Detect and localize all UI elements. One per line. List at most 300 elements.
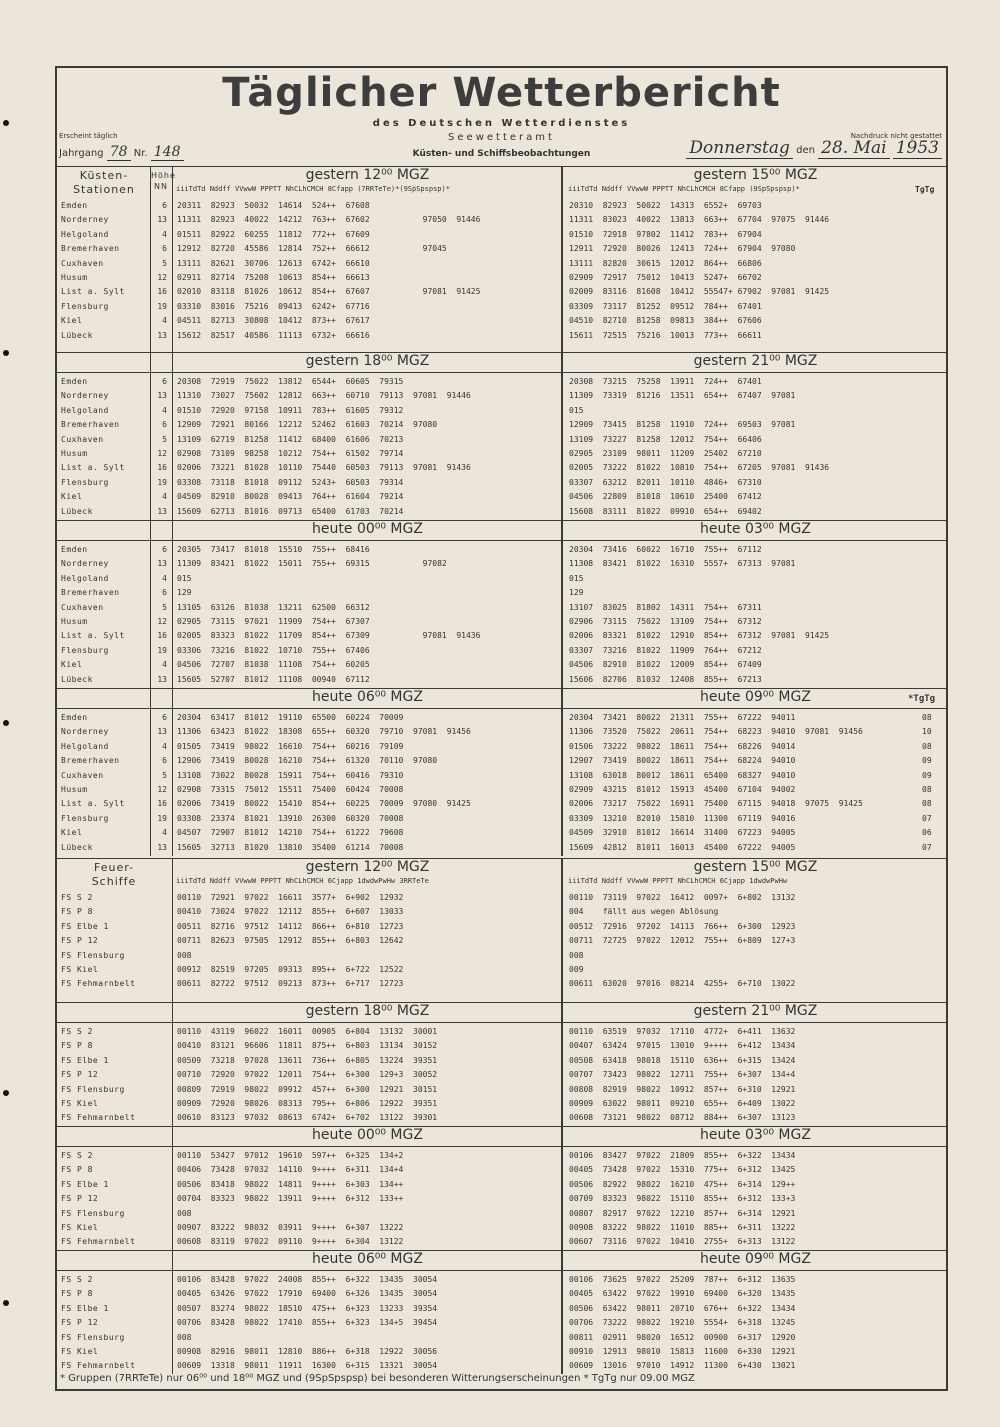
observation-row: 20304 73421 80022 21311 755++ 67222 94011	[569, 713, 796, 722]
station-name: Cuxhaven	[61, 770, 104, 780]
station-height: 13	[157, 506, 167, 516]
observation-row: 02010 83118 81026 10612 854++ 67607 97081 91425	[177, 287, 481, 297]
observation-row: 02908 73109 98258 10212 754++ 61502 79714	[177, 449, 404, 458]
observation-row: 03308 73118 81018 09112 5243+ 60503 79314	[177, 477, 404, 487]
observation-row: 15606 82706 81032 12408 855++ 67213	[569, 674, 762, 684]
observation-row: 15609 62713 81016 09713 65400 61703 70214	[177, 506, 404, 516]
station-name: Flensburg	[61, 477, 109, 487]
column-divider	[172, 1002, 173, 1126]
observation-row: 12909 72921 80166 12212 52462 61603 70214 97080	[177, 420, 438, 430]
station-height: 16	[157, 463, 167, 473]
subtitle-observations: Küsten- und Schiffsbeobachtungen	[412, 149, 591, 159]
observation-row: 01511 82922 60255 11812 772++ 67609	[177, 229, 370, 239]
observation-row: 00410 83121 96606 11811 875++ 6+803 13134 30152	[177, 1041, 438, 1051]
observation-row: 00405 63422 97022 19910 69400 6+320 13435	[569, 1289, 796, 1299]
tgtg-header: TgTg	[915, 185, 935, 194]
observation-row: 12907 73419 80022 18611 754++ 68224 94010	[569, 756, 796, 766]
station-name: Helgoland	[61, 405, 109, 415]
observation-row: 015	[177, 573, 192, 583]
station-height: 6	[162, 244, 167, 254]
observation-row: 00704 83323 98022 13911 9++++ 6+312 133++	[177, 1194, 404, 1204]
observation-row: 12911 72920 80026 12413 724++ 67904 97080	[569, 244, 796, 254]
station-name: Bremerhaven	[61, 244, 120, 254]
observation-row: 13111 82820 30615 12012 864++ 66806	[569, 258, 762, 268]
observation-row: 00809 72919 98022 09912 457++ 6+300 12921 30151	[177, 1084, 438, 1094]
observation-row: 00110 72921 97022 16611 3577+ 6+902 12932	[177, 893, 404, 902]
observation-row: 00808 82919 98022 10912 857++ 6+310 12921	[569, 1084, 796, 1094]
station-name: Flensburg	[61, 645, 109, 655]
tgtg-value: 08	[922, 741, 932, 751]
observation-row: 03310 83016 75216 09413 6242+ 67716	[177, 301, 370, 311]
station-name: Kiel	[61, 828, 83, 838]
observation-row: 00710 72920 97022 12011 754++ 6+300 129+3 30052	[177, 1070, 438, 1080]
section-title: heute 03⁰⁰ MGZ	[700, 1127, 811, 1143]
observation-row: 00405 63426 97022 17910 69400 6+326 13435 30054	[177, 1289, 438, 1299]
report-header	[55, 66, 948, 166]
observation-row: 008	[569, 950, 584, 960]
observation-row: 04510 82710 81258 09813 384++ 67606	[569, 316, 762, 326]
station-name: Cuxhaven	[61, 602, 104, 612]
observation-row: 04506 72707 81038 11108 754++ 60205	[177, 660, 370, 670]
observation-row: 00607 73116 97022 10410 2755+ 6+313 13122	[569, 1237, 796, 1247]
observation-row: 008	[177, 1332, 192, 1342]
observation-row: 129	[177, 588, 192, 598]
station-height: 6	[162, 545, 167, 554]
tgtg-value: 10	[922, 727, 932, 737]
station-name: Lübeck	[61, 842, 93, 852]
station-height: 6	[162, 420, 167, 430]
section-title: gestern 18⁰⁰ MGZ	[305, 353, 430, 369]
column-divider	[150, 520, 151, 688]
station-height: 6	[162, 201, 167, 210]
station-height: 13	[157, 842, 167, 852]
station-height: 5	[162, 258, 167, 268]
ship-name: FS P 8	[61, 1165, 93, 1175]
section-title: gestern 21⁰⁰ MGZ	[693, 353, 818, 369]
observation-row: 02905 23109 98011 11209 25402 67210	[569, 449, 762, 458]
observation-row: 02909 72917 75012 10413 5247+ 66702	[569, 273, 762, 282]
observation-row: 11310 73027 75602 12812 663++ 60710 79113 97081 91446	[177, 391, 471, 401]
observation-row: 01510 72920 97158 10911 783++ 61605 79312	[177, 405, 404, 415]
observation-row: 20308 73215 75258 13911 724++ 67401	[569, 377, 762, 386]
observation-row: 03309 73117 81252 09512 784++ 67401	[569, 301, 762, 311]
tgtg-value: 06	[922, 828, 932, 838]
station-name: Flensburg	[61, 813, 109, 823]
observation-row: 00707 73423 98022 12711 755++ 6+307 134+4	[569, 1070, 796, 1080]
observation-row: 13107 83025 81802 14311 754++ 67311	[569, 602, 762, 612]
station-name: Kiel	[61, 660, 83, 670]
ship-name: FS Elbe 1	[61, 1303, 109, 1313]
observation-row: 04509 82910 80028 09413 764++ 61604 79214	[177, 492, 404, 502]
station-height: 12	[157, 617, 167, 626]
punch-hole	[3, 720, 9, 726]
observation-row: 20305 73417 81018 15510 755++ 68416	[177, 545, 370, 554]
station-name: Lübeck	[61, 506, 93, 516]
station-name: Emden	[61, 201, 88, 210]
ship-name: FS Flensburg	[61, 1084, 125, 1094]
column-divider	[172, 688, 173, 856]
station-name: List a. Sylt	[61, 799, 125, 809]
observation-row: 008	[177, 1208, 192, 1218]
observation-row: 02005 73222 81022 10810 754++ 67205 97081 91436	[569, 463, 830, 473]
observation-row: 00908 83222 98022 11010 885++ 6+311 13222	[569, 1223, 796, 1232]
observation-row: 02009 83116 81608 10412 55547+ 67902 97081 91425	[569, 287, 830, 297]
observation-row: 03308 23374 81021 13910 26300 60320 70008	[177, 813, 404, 823]
column-divider	[561, 1250, 563, 1374]
station-name: Norderney	[61, 391, 109, 401]
column-divider	[561, 1126, 563, 1250]
ship-name: FS Elbe 1	[61, 921, 109, 931]
ship-name: FS S 2	[61, 893, 93, 902]
section-title: heute 09⁰⁰ MGZ	[700, 689, 811, 705]
ship-name: FS S 2	[61, 1027, 93, 1036]
observation-row: 03307 73216 81022 11909 764++ 67212	[569, 645, 762, 655]
observation-row: 00609 13016 97010 14912 11300 6+430 13021	[569, 1361, 796, 1371]
observation-row: 15612 82517 40586 11113 6732+ 66616	[177, 330, 370, 340]
column-divider	[172, 352, 173, 520]
station-height: 4	[162, 316, 167, 326]
observation-row: 02906 73115 75022 13109 754++ 67312	[569, 617, 762, 626]
copyright-note: Nachdruck nicht gestattet	[850, 132, 942, 140]
column-divider	[172, 166, 173, 352]
tgtg-value: 08	[922, 785, 932, 794]
observation-row: 009	[569, 965, 584, 974]
observation-row: 20310 82923 50022 14313 6552+ 69703	[569, 201, 762, 210]
observation-row: 00506 83418 98022 14811 9++++ 6+303 134++	[177, 1179, 404, 1189]
publication-note: Erscheint täglich	[59, 132, 118, 140]
station-name: Flensburg	[61, 301, 109, 311]
header-underline	[55, 1270, 948, 1271]
observation-row: 00506 63422 98011 20710 676++ 6+322 13434	[569, 1303, 796, 1313]
station-name: Helgoland	[61, 229, 109, 239]
observation-row: 02006 73217 75022 16911 75400 67115 94018 97075 91425	[569, 799, 863, 809]
tgtg-value: 08	[922, 799, 932, 809]
ship-name: FS S 2	[61, 1275, 93, 1284]
station-name: Lübeck	[61, 674, 93, 684]
station-name: Norderney	[61, 215, 109, 225]
tgtg-value: 09	[922, 770, 932, 780]
observation-row: 00909 63022 98011 09210 655++ 6+409 13022	[569, 1099, 796, 1108]
punch-hole	[3, 1300, 9, 1306]
observation-row: 00405 73428 97022 15310 775++ 6+312 13425	[569, 1165, 796, 1175]
observation-row: 015	[569, 405, 584, 415]
ship-name: FS Flensburg	[61, 1332, 125, 1342]
observation-row: 00608 73121 98022 08712 884++ 6+307 13123	[569, 1113, 796, 1123]
observation-row: 008	[177, 950, 192, 960]
observation-row: 00506 82922 98022 16210 475++ 6+314 129++	[569, 1179, 796, 1189]
observation-row: 00709 83323 98022 15110 855++ 6+312 133+3	[569, 1194, 796, 1204]
column-divider	[172, 858, 173, 1002]
ship-name: FS P 12	[61, 1070, 99, 1080]
observation-row: 12906 73419 80028 16210 754++ 61320 70110 97080	[177, 756, 438, 766]
tgtg-value: 07	[922, 813, 932, 823]
station-name: Bremerhaven	[61, 588, 120, 598]
observation-row: 00908 82916 98011 12810 886++ 6+318 12922 30056	[177, 1347, 438, 1356]
observation-row: 03307 63212 82011 10110 4846+ 67310	[569, 477, 762, 487]
den-label: den	[796, 145, 815, 156]
observation-row: 20308 72919 75022 13812 6544+ 60605 79315	[177, 377, 404, 386]
observation-row: 04506 22809 81018 10610 25400 67412	[569, 492, 762, 502]
station-height: 19	[157, 301, 167, 311]
observation-row: 00110 73119 97022 16412 0097+ 6+802 13132	[569, 893, 796, 902]
ship-name: FS P 12	[61, 936, 99, 946]
column-divider	[561, 166, 563, 352]
tgtg-value: 08	[922, 713, 932, 722]
ship-name: FS Fehmarnbelt	[61, 1237, 136, 1247]
ship-name: FS Flensburg	[61, 950, 125, 960]
ship-name: FS Kiel	[61, 1347, 99, 1356]
column-divider	[561, 858, 563, 1002]
observation-row: 03309 13210 82010 15810 11300 67119 94016	[569, 813, 796, 823]
column-codes-right: iiiTdTd Nddff VVwwW PPPTT NhCLhCMCH 6Cjapp 1dwdwPwHw	[568, 877, 788, 885]
observation-row: 00609 13318 98011 11911 16300 6+315 13321 30054	[177, 1361, 438, 1371]
ship-name: FS S 2	[61, 1151, 93, 1160]
jahrgang-value: 78	[107, 144, 131, 161]
column-divider	[150, 688, 151, 856]
section-title: heute 06⁰⁰ MGZ	[312, 1251, 423, 1267]
observation-row: 12912 82720 45586 12814 752++ 66612 97045	[177, 244, 447, 254]
observation-row: 015	[569, 573, 584, 583]
observation-row: 129	[569, 588, 584, 598]
observation-row: 00610 83123 97032 08613 6742+ 6+702 13122 39301	[177, 1113, 438, 1123]
observation-row: 20304 63417 81012 19110 65500 60224 70009	[177, 713, 404, 722]
station-height: 4	[162, 405, 167, 415]
ship-name: FS Kiel	[61, 965, 99, 974]
ship-name: FS Elbe 1	[61, 1179, 109, 1189]
nr-value: 148	[151, 144, 184, 161]
station-name: Kiel	[61, 492, 83, 502]
column-divider	[172, 1126, 173, 1250]
ship-name: FS Elbe 1	[61, 1055, 109, 1065]
nr-label: Nr.	[133, 148, 148, 159]
column-codes-left: iiiTdTd Nddff VVwwW PPPTT NhCLhCMCH 8Cfapp (7RRTeTe)*(9SpSpspsp)*	[176, 185, 450, 193]
observation-row: 00512 72916 97202 14113 766++ 6+300 12923	[569, 921, 796, 931]
station-height: 12	[157, 785, 167, 794]
station-name: Emden	[61, 713, 88, 722]
station-height: 19	[157, 813, 167, 823]
column-divider	[172, 1250, 173, 1374]
ship-name: FS Kiel	[61, 1223, 99, 1232]
observation-row: 00110 43119 96022 16011 00905 6+804 13132 30001	[177, 1027, 438, 1036]
station-name: Bremerhaven	[61, 420, 120, 430]
ship-column-header: Feuer- Schiffe	[91, 861, 137, 888]
observation-row: 00106 73625 97022 25209 787++ 6+312 13635	[569, 1275, 796, 1284]
header-underline	[55, 1146, 948, 1147]
station-height: 6	[162, 713, 167, 722]
header-underline	[55, 372, 948, 373]
observation-row: 00410 73024 97022 12112 855++ 6+607 13033	[177, 907, 404, 917]
observation-row: 11306 73520 75022 20611 754++ 68223 94010 97081 91456	[569, 727, 863, 737]
observation-row: 15609 42812 81011 16013 45400 67222 94005	[569, 842, 796, 852]
column-divider	[172, 520, 173, 688]
subtitle-office: Seewetteramt	[448, 132, 555, 143]
station-name: Helgoland	[61, 741, 109, 751]
jahrgang-label: Jahrgang	[59, 148, 104, 159]
station-height: 16	[157, 287, 167, 297]
header-underline	[55, 1022, 948, 1023]
observation-row: 02006 83321 81022 12910 854++ 67312 97081 91425	[569, 631, 830, 641]
tgtg-value: 07	[922, 842, 932, 852]
observation-row: 02911 82714 75208 10613 854++ 66613	[177, 273, 370, 282]
column-divider	[561, 520, 563, 688]
observation-row: 11308 83421 81022 16310 5557+ 67313 97081	[569, 559, 796, 569]
observation-row: 00611 82722 97512 09213 873++ 6+717 12723	[177, 979, 404, 989]
station-name: Emden	[61, 545, 88, 554]
column-divider	[150, 352, 151, 520]
observation-row: 00106 83427 97022 21809 855++ 6+322 13434	[569, 1151, 796, 1160]
observation-row: 00711 82623 97505 12912 855++ 6+803 12642	[177, 936, 404, 946]
station-name: Norderney	[61, 559, 109, 569]
station-name: Lübeck	[61, 330, 93, 340]
observation-row: 00110 53427 97012 19610 597++ 6+325 134+2	[177, 1151, 404, 1160]
observation-row: 00711 72725 97022 12012 755++ 6+809 127+3	[569, 936, 796, 946]
observation-row: 00511 82716 97512 14112 866++ 6+810 12723	[177, 921, 404, 931]
punch-hole	[3, 1090, 9, 1096]
section-title: gestern 18⁰⁰ MGZ	[305, 1003, 430, 1019]
station-name: Husum	[61, 785, 88, 794]
page-title: Täglicher Wetterbericht	[222, 70, 781, 116]
observation-row: 01505 73419 98022 16610 754++ 60216 79109	[177, 741, 404, 751]
observation-row: 11309 83421 81022 15011 755++ 69315 97082	[177, 559, 447, 569]
observation-row: 00909 72920 98026 08313 795++ 6+806 12922 39351	[177, 1099, 438, 1108]
station-height: 4	[162, 492, 167, 502]
section-title: heute 00⁰⁰ MGZ	[312, 521, 423, 537]
observation-row: 00110 63519 97032 17110 4772+ 6+411 13632	[569, 1027, 796, 1036]
station-height: 13	[157, 674, 167, 684]
section-title: heute 06⁰⁰ MGZ	[312, 689, 423, 705]
observation-row: 13105 63126 81038 13211 62500 66312	[177, 602, 370, 612]
column-codes-right: iiiTdTd Nddff VVwwW PPPTT NhCLhCMCH 8Cfapp (9SpSpspsp)*	[568, 185, 800, 193]
observation-row: 004 fällt aus wegen Ablösung	[569, 907, 719, 917]
observation-row: 00706 73222 98022 19210 5554+ 6+318 13245	[569, 1318, 796, 1328]
observation-row: 20311 82923 50032 14614 524++ 67608	[177, 201, 370, 210]
section-title: gestern 15⁰⁰ MGZ	[693, 859, 818, 875]
ship-name: FS P 8	[61, 907, 93, 917]
station-name: Helgoland	[61, 573, 109, 583]
station-height: 13	[157, 727, 167, 737]
column-divider	[561, 352, 563, 520]
ship-name: FS P 8	[61, 1289, 93, 1299]
observation-row: 02908 73315 75012 15511 75400 60424 70008	[177, 785, 404, 794]
date-value: 28. Mai	[818, 138, 889, 159]
station-height: 4	[162, 741, 167, 751]
station-name: Husum	[61, 449, 88, 458]
observation-row: 20304 73416 60022 16710 755++ 67112	[569, 545, 762, 554]
observation-row: 04511 82713 30808 10412 873++ 67617	[177, 316, 370, 326]
observation-row: 00608 83119 97022 09110 9++++ 6+304 13122	[177, 1237, 404, 1247]
observation-row: 11311 82923 40022 14212 763++ 67602 97050 91446	[177, 215, 481, 225]
ship-name: FS Fehmarnbelt	[61, 1361, 136, 1371]
station-height: 4	[162, 660, 167, 670]
observation-row: 00509 73218 97028 13611 736++ 6+805 13224 39351	[177, 1055, 438, 1065]
observation-row: 01506 73222 98022 18611 754++ 68226 94014	[569, 741, 796, 751]
observation-row: 00910 12913 98010 15813 11600 6+330 12921	[569, 1347, 796, 1356]
observation-row: 00907 83222 98032 03911 9++++ 6+307 13222	[177, 1223, 404, 1232]
station-height: 5	[162, 770, 167, 780]
observation-row: 11311 83023 40022 13813 663++ 67704 97075 91446	[569, 215, 830, 225]
punch-hole	[3, 120, 9, 126]
station-name: List a. Sylt	[61, 287, 125, 297]
ship-name: FS P 12	[61, 1194, 99, 1204]
observation-row: 15608 83111 81022 09910 654++ 69402	[569, 506, 762, 516]
station-height: 12	[157, 449, 167, 458]
observation-row: 00407 63424 97015 13010 9++++ 6+412 13434	[569, 1041, 796, 1051]
station-name: Bremerhaven	[61, 756, 120, 766]
observation-row: 12909 73415 81258 11910 724++ 69503 97081	[569, 420, 796, 430]
section-title: gestern 12⁰⁰ MGZ	[305, 167, 430, 183]
observation-row: 00106 83428 97022 24008 855++ 6+322 13435 30054	[177, 1275, 438, 1284]
station-height: 13	[157, 391, 167, 401]
observation-row: 00507 83274 98022 18510 475++ 6+323 13233 39354	[177, 1303, 438, 1313]
station-height: 13	[157, 559, 167, 569]
column-codes-left: iiiTdTd Nddff VVwwW PPPTT NhCLhCMCH 6Cjapp 1dwdwPwHw 3RRTeTe	[176, 877, 429, 885]
observation-row: 04507 72907 81012 14210 754++ 61222 79608	[177, 828, 404, 838]
observation-row: 00811 02911 98020 16512 00900 6+317 12920	[569, 1332, 796, 1342]
station-height: 5	[162, 434, 167, 444]
observation-row: 13108 73022 80028 15911 754++ 60416 79310	[177, 770, 404, 780]
observation-row: 11306 63423 81022 18308 655++ 60320 79710 97081 91456	[177, 727, 471, 737]
station-height: 13	[157, 215, 167, 225]
station-name: Cuxhaven	[61, 434, 104, 444]
observation-row: 13109 62719 81258 11412 68400 61606 70213	[177, 434, 404, 444]
footnote: * Gruppen (7RRTeTe) nur 06⁰⁰ und 18⁰⁰ MGZ und (9SpSpspsp) bei besonderen Witterungserscheinungen * TgTg nur 09.00 MGZ	[60, 1373, 695, 1384]
header-underline	[55, 540, 948, 541]
observation-row: 02905 73115 97021 11909 754++ 67307	[177, 617, 370, 626]
section-title: heute 09⁰⁰ MGZ	[700, 1251, 811, 1267]
station-height: 6	[162, 756, 167, 766]
station-name: Husum	[61, 617, 88, 626]
observation-row: 13108 63018 80012 18611 65400 68327 94010	[569, 770, 796, 780]
section-title: heute 00⁰⁰ MGZ	[312, 1127, 423, 1143]
header-underline	[55, 708, 948, 709]
station-name: Emden	[61, 377, 88, 386]
station-name: Husum	[61, 273, 88, 282]
section-title: gestern 21⁰⁰ MGZ	[693, 1003, 818, 1019]
issue-date	[686, 138, 942, 158]
observation-row: 13109 73227 81258 12012 754++ 66406	[569, 434, 762, 444]
observation-row: 15605 32713 81020 13810 35400 61214 70008	[177, 842, 404, 852]
observation-row: 15611 72515 75216 10013 773++ 66611	[569, 330, 762, 340]
star-tgtg-label: *TgTg	[908, 694, 936, 704]
punch-hole	[3, 350, 9, 356]
station-height: 13	[157, 330, 167, 340]
station-height: 6	[162, 588, 167, 598]
observation-row: 00406 73428 97032 14110 9++++ 6+311 134+4	[177, 1165, 404, 1175]
observation-row: 02006 73221 81028 10110 75440 60503 79113 97081 91436	[177, 463, 471, 473]
height-column-header: Höhe NN	[151, 171, 176, 191]
ship-name: FS Fehmarnbelt	[61, 979, 136, 989]
ship-name: FS P 12	[61, 1318, 99, 1328]
station-name: List a. Sylt	[61, 631, 125, 641]
column-divider	[561, 688, 563, 856]
subtitle-service: des Deutschen Wetterdienstes	[372, 118, 631, 129]
station-height: 19	[157, 645, 167, 655]
station-height: 4	[162, 828, 167, 838]
year-value: 1953	[893, 138, 942, 159]
column-divider	[561, 1002, 563, 1126]
station-name: List a. Sylt	[61, 463, 125, 473]
observation-row: 02006 73419 80022 15410 854++ 60225 70009 97080 91425	[177, 799, 471, 809]
observation-row: 00508 63418 98018 15110 636++ 6+315 13424	[569, 1055, 796, 1065]
station-height: 19	[157, 477, 167, 487]
ship-name: FS P 8	[61, 1041, 93, 1051]
observation-row: 04509 32910 81012 16614 31400 67223 94005	[569, 828, 796, 838]
observation-row: 13111 82621 30706 12613 6742+ 66610	[177, 258, 370, 268]
observation-row: 03306 73216 81022 10710 755++ 67406	[177, 645, 370, 655]
observation-row: 11309 73319 81216 13511 654++ 67407 97081	[569, 391, 796, 401]
column-divider	[150, 166, 151, 352]
station-height: 4	[162, 573, 167, 583]
